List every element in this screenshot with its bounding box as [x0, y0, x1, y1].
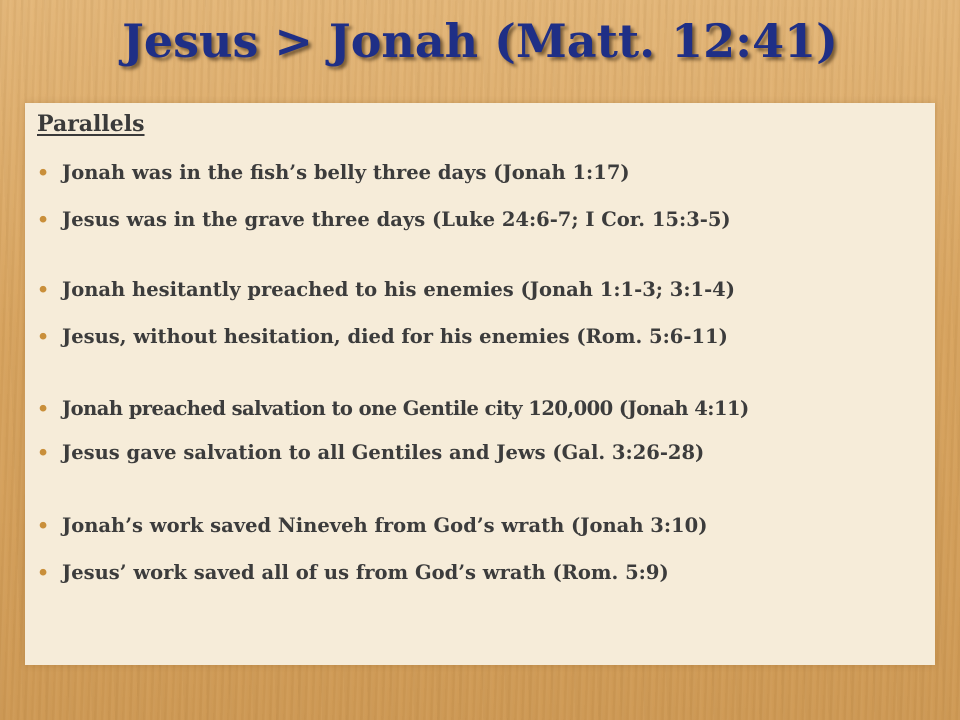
bullet-icon: •: [37, 162, 50, 184]
bullet-text: Jonah’s work saved Nineveh from God’s wrath (Jonah 3:10): [62, 514, 708, 537]
bullet-text: Jonah preached salvation to one Gentile city 120,000 (Jonah 4:11): [62, 397, 749, 420]
bullet-icon: •: [37, 398, 49, 420]
bullet-item: [37, 275, 735, 305]
bullet-item: [37, 205, 731, 235]
bullet-icon: •: [37, 515, 50, 537]
bullet-icon: •: [37, 326, 50, 348]
bullet-icon: •: [37, 562, 50, 584]
section-heading: Parallels: [37, 111, 145, 137]
bullet-icon: •: [37, 442, 50, 464]
bullet-item: [37, 158, 630, 188]
bullet-icon: •: [37, 279, 50, 301]
bullet-item: [37, 438, 704, 468]
bullet-text: Jesus, without hesitation, died for his enemies (Rom. 5:6-11): [62, 325, 728, 348]
bullet-text: Jonah hesitantly preached to his enemies (Jonah 1:1-3; 3:1-4): [62, 278, 735, 301]
bullet-item: [37, 394, 749, 424]
bullet-text: Jonah was in the fish’s belly three days (Jonah 1:17): [62, 161, 630, 184]
slide-title: Jesus > Jonah (Matt. 12:41): [122, 14, 838, 68]
bullet-item: [37, 558, 669, 588]
bullet-text: Jesus gave salvation to all Gentiles and Jews (Gal. 3:26-28): [62, 441, 705, 464]
content-panel: [25, 103, 935, 665]
bullet-text: Jesus’ work saved all of us from God’s wrath (Rom. 5:9): [62, 561, 669, 584]
bullet-text: Jesus was in the grave three days (Luke 24:6-7; I Cor. 15:3-5): [62, 208, 731, 231]
bullet-item: [37, 322, 728, 352]
bullet-item: [37, 511, 707, 541]
bullet-icon: •: [37, 209, 50, 231]
